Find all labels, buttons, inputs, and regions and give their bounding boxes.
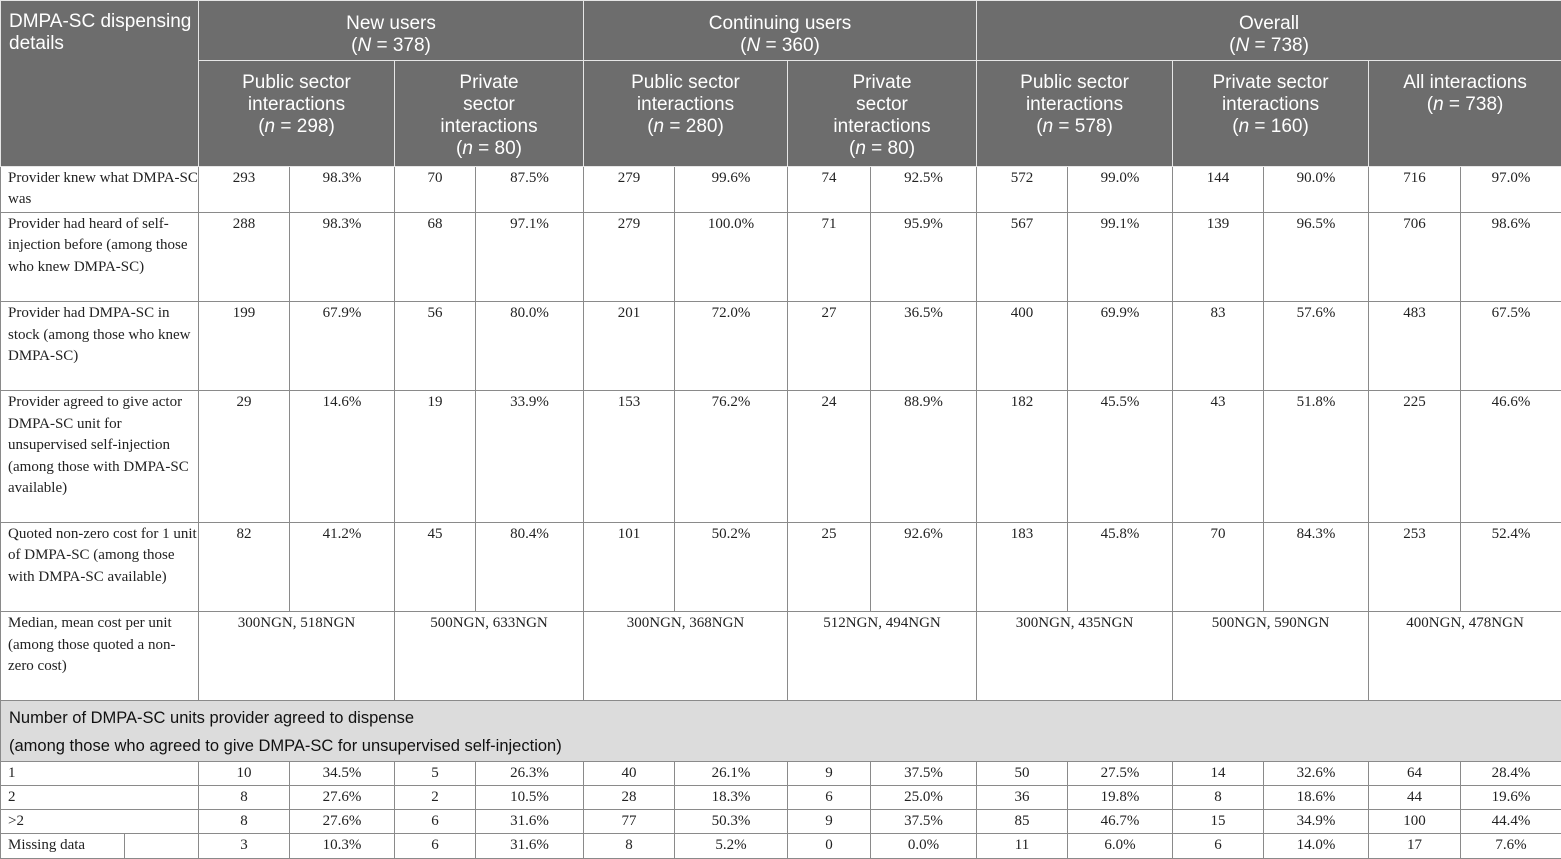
count-cell: 8 [199, 809, 290, 833]
cost-cell [977, 612, 1173, 701]
percent-cell: 67.9% [290, 302, 395, 391]
count-cell: 68 [395, 212, 476, 301]
percent-cell: 46.7% [1068, 809, 1173, 833]
percent-cell: 5.2% [675, 833, 788, 858]
count-cell: 43 [1173, 391, 1264, 522]
subgroup-title-line: Public sector [631, 72, 740, 94]
section-header-row [1, 701, 1561, 761]
count-cell: 706 [1369, 212, 1461, 301]
section-header [1, 701, 1561, 761]
subgroup-header [395, 61, 584, 166]
count-cell: 50 [977, 761, 1068, 785]
subgroup-n: (n = 80) [849, 138, 916, 160]
row-label: Missing data [1, 833, 125, 858]
subgroup-n: (n = 298) [258, 116, 335, 138]
row-label: Provider had heard of self-injection before (among those who knew DMPA-SC) [1, 212, 199, 301]
percent-cell: 84.3% [1264, 522, 1369, 611]
subgroup-title-line: All interactions [1403, 72, 1527, 94]
percent-cell: 45.8% [1068, 522, 1173, 611]
count-cell: 8 [1173, 785, 1264, 809]
count-cell: 8 [584, 833, 675, 858]
percent-cell: 98.3% [290, 212, 395, 301]
percent-cell: 100.0% [675, 212, 788, 301]
percent-cell: 19.6% [1461, 785, 1561, 809]
count-cell: 144 [1173, 166, 1264, 212]
section-header-line: (among those who agreed to give DMPA-SC for unsupervised self-injection) [9, 737, 562, 756]
count-cell: 225 [1369, 391, 1461, 522]
percent-cell: 45.5% [1068, 391, 1173, 522]
table-row [1, 391, 1561, 522]
empty-cell [125, 833, 199, 858]
count-cell: 3 [199, 833, 290, 858]
count-cell: 71 [788, 212, 871, 301]
percent-cell: 14.6% [290, 391, 395, 522]
header-row-subgroups [1, 61, 1561, 166]
subgroup-title-line: interactions [247, 94, 346, 116]
percent-cell: 67.5% [1461, 302, 1561, 391]
count-cell: 40 [584, 761, 675, 785]
count-cell: 9 [788, 761, 871, 785]
table-row [1, 166, 1561, 212]
percent-cell: 6.0% [1068, 833, 1173, 858]
count-cell: 25 [788, 522, 871, 611]
count-cell: 201 [584, 302, 675, 391]
cost-value: 300NGN, 518NGN [237, 615, 356, 632]
table-row [1, 302, 1561, 391]
subgroup-header [584, 61, 788, 166]
percent-cell: 26.3% [476, 761, 584, 785]
subgroup-title-line: interactions [833, 116, 931, 138]
subgroup-title-line: interactions [1221, 94, 1320, 116]
percent-cell: 37.5% [871, 809, 977, 833]
percent-cell: 76.2% [675, 391, 788, 522]
count-cell: 6 [395, 833, 476, 858]
count-cell: 8 [199, 785, 290, 809]
percent-cell: 97.1% [476, 212, 584, 301]
percent-cell: 36.5% [871, 302, 977, 391]
group-header-new-users [199, 1, 584, 61]
subgroup-title-line: Private sector [1212, 72, 1329, 94]
percent-cell: 57.6% [1264, 302, 1369, 391]
percent-cell: 98.6% [1461, 212, 1561, 301]
count-cell: 29 [199, 391, 290, 522]
percent-cell: 92.6% [871, 522, 977, 611]
count-cell: 19 [395, 391, 476, 522]
percent-cell: 69.9% [1068, 302, 1173, 391]
percent-cell: 33.9% [476, 391, 584, 522]
percent-cell: 98.3% [290, 166, 395, 212]
count-cell: 279 [584, 212, 675, 301]
group-title: New users [346, 13, 436, 34]
cost-cell [199, 612, 395, 701]
header-row-groups [1, 1, 1561, 61]
percent-cell: 18.3% [675, 785, 788, 809]
group-n: (N = 738) [1229, 35, 1309, 56]
subgroup-header [977, 61, 1173, 166]
count-cell: 100 [1369, 809, 1461, 833]
cost-cell [395, 612, 584, 701]
percent-cell: 44.4% [1461, 809, 1561, 833]
row-label: Provider agreed to give actor DMPA-SC unit for unsupervised self-injection (among those with DMPA-SC available) [1, 391, 199, 522]
count-cell: 64 [1369, 761, 1461, 785]
cost-cell [1369, 612, 1561, 701]
row-label-header: DMPA-SC dispensing details [1, 1, 199, 167]
percent-cell: 80.0% [476, 302, 584, 391]
count-cell: 44 [1369, 785, 1461, 809]
table-row [1, 809, 1561, 833]
percent-cell: 99.0% [1068, 166, 1173, 212]
count-cell: 5 [395, 761, 476, 785]
row-label: Provider knew what DMPA-SC was [1, 166, 199, 212]
percent-cell: 90.0% [1264, 166, 1369, 212]
count-cell: 28 [584, 785, 675, 809]
subgroup-n: (n = 80) [455, 138, 523, 160]
cost-cell [1173, 612, 1369, 701]
percent-cell: 72.0% [675, 302, 788, 391]
row-label: >2 [1, 809, 199, 833]
count-cell: 483 [1369, 302, 1461, 391]
count-cell: 10 [199, 761, 290, 785]
cost-value: 300NGN, 368NGN [626, 615, 745, 632]
group-title: Continuing users [708, 13, 852, 34]
cost-value: 512NGN, 494NGN [823, 615, 941, 632]
percent-cell: 34.9% [1264, 809, 1369, 833]
cost-row [1, 612, 1561, 701]
subgroup-n: (n = 738) [1426, 94, 1504, 116]
subgroup-title-line: Public sector [1020, 72, 1129, 94]
table-row [1, 833, 1561, 858]
count-cell: 17 [1369, 833, 1461, 858]
count-cell: 6 [1173, 833, 1264, 858]
row-label: 1 [1, 761, 199, 785]
percent-cell: 19.8% [1068, 785, 1173, 809]
row-label: Median, mean cost per unit (among those quoted a non-zero cost) [1, 612, 199, 701]
percent-cell: 28.4% [1461, 761, 1561, 785]
count-cell: 288 [199, 212, 290, 301]
count-cell: 101 [584, 522, 675, 611]
subgroup-title-line: Private [459, 72, 519, 94]
percent-cell: 10.3% [290, 833, 395, 858]
count-cell: 77 [584, 809, 675, 833]
subgroup-n: (n = 578) [1036, 116, 1113, 138]
percent-cell: 50.2% [675, 522, 788, 611]
percent-cell: 87.5% [476, 166, 584, 212]
subgroup-title-line: sector [463, 94, 515, 116]
percent-cell: 7.6% [1461, 833, 1561, 858]
count-cell: 716 [1369, 166, 1461, 212]
percent-cell: 10.5% [476, 785, 584, 809]
count-cell: 182 [977, 391, 1068, 522]
subgroup-n: (n = 160) [1232, 116, 1309, 138]
group-header-overall [977, 1, 1561, 61]
table-row [1, 522, 1561, 611]
subgroup-n: (n = 280) [647, 116, 724, 138]
percent-cell: 80.4% [476, 522, 584, 611]
count-cell: 253 [1369, 522, 1461, 611]
subgroup-title-line: sector [856, 94, 908, 116]
percent-cell: 50.3% [675, 809, 788, 833]
count-cell: 83 [1173, 302, 1264, 391]
count-cell: 6 [395, 809, 476, 833]
percent-cell: 41.2% [290, 522, 395, 611]
count-cell: 183 [977, 522, 1068, 611]
count-cell: 199 [199, 302, 290, 391]
cost-value: 500NGN, 590NGN [1211, 615, 1330, 632]
cost-value: 500NGN, 633NGN [430, 615, 548, 632]
cost-cell [788, 612, 977, 701]
percent-cell: 51.8% [1264, 391, 1369, 522]
percent-cell: 14.0% [1264, 833, 1369, 858]
row-label: 2 [1, 785, 199, 809]
count-cell: 279 [584, 166, 675, 212]
row-label: Quoted non-zero cost for 1 unit of DMPA-SC (among those with DMPA-SC available) [1, 522, 199, 611]
count-cell: 2 [395, 785, 476, 809]
count-cell: 153 [584, 391, 675, 522]
count-cell: 70 [395, 166, 476, 212]
count-cell: 293 [199, 166, 290, 212]
count-cell: 6 [788, 785, 871, 809]
group-n: (N = 360) [740, 35, 820, 56]
subgroup-title-line: interactions [1025, 94, 1124, 116]
percent-cell: 27.5% [1068, 761, 1173, 785]
count-cell: 400 [977, 302, 1068, 391]
percent-cell: 92.5% [871, 166, 977, 212]
percent-cell: 96.5% [1264, 212, 1369, 301]
count-cell: 70 [1173, 522, 1264, 611]
cost-cell [584, 612, 788, 701]
count-cell: 27 [788, 302, 871, 391]
percent-cell: 31.6% [476, 809, 584, 833]
subgroup-header [199, 61, 395, 166]
subgroup-title-line: Private [852, 72, 912, 94]
count-cell: 15 [1173, 809, 1264, 833]
percent-cell: 32.6% [1264, 761, 1369, 785]
percent-cell: 26.1% [675, 761, 788, 785]
table-body [1, 166, 1561, 858]
count-cell: 56 [395, 302, 476, 391]
table-row [1, 785, 1561, 809]
count-cell: 572 [977, 166, 1068, 212]
count-cell: 0 [788, 833, 871, 858]
group-title: Overall [1238, 13, 1300, 34]
percent-cell: 88.9% [871, 391, 977, 522]
percent-cell: 99.1% [1068, 212, 1173, 301]
subgroup-title-line: Public sector [242, 72, 351, 94]
percent-cell: 99.6% [675, 166, 788, 212]
row-label: Provider had DMPA-SC in stock (among those who knew DMPA-SC) [1, 302, 199, 391]
percent-cell: 25.0% [871, 785, 977, 809]
percent-cell: 97.0% [1461, 166, 1561, 212]
group-n: (N = 378) [351, 35, 431, 56]
subgroup-header [1369, 61, 1561, 166]
count-cell: 567 [977, 212, 1068, 301]
count-cell: 85 [977, 809, 1068, 833]
cost-value: 300NGN, 435NGN [1015, 615, 1134, 632]
subgroup-title-line: interactions [440, 116, 538, 138]
count-cell: 11 [977, 833, 1068, 858]
percent-cell: 27.6% [290, 809, 395, 833]
percent-cell: 37.5% [871, 761, 977, 785]
percent-cell: 95.9% [871, 212, 977, 301]
count-cell: 9 [788, 809, 871, 833]
table-row [1, 212, 1561, 301]
subgroup-title-line: interactions [636, 94, 735, 116]
count-cell: 139 [1173, 212, 1264, 301]
percent-cell: 46.6% [1461, 391, 1561, 522]
percent-cell: 18.6% [1264, 785, 1369, 809]
table-row [1, 761, 1561, 785]
percent-cell: 31.6% [476, 833, 584, 858]
subgroup-header [788, 61, 977, 166]
percent-cell: 52.4% [1461, 522, 1561, 611]
count-cell: 74 [788, 166, 871, 212]
count-cell: 14 [1173, 761, 1264, 785]
count-cell: 36 [977, 785, 1068, 809]
percent-cell: 0.0% [871, 833, 977, 858]
count-cell: 24 [788, 391, 871, 522]
percent-cell: 34.5% [290, 761, 395, 785]
subgroup-header [1173, 61, 1369, 166]
section-header-line: Number of DMPA-SC units provider agreed to dispense [9, 709, 415, 728]
cost-value: 400NGN, 478NGN [1406, 615, 1524, 632]
group-header-continuing-users [584, 1, 977, 61]
count-cell: 82 [199, 522, 290, 611]
percent-cell: 27.6% [290, 785, 395, 809]
count-cell: 45 [395, 522, 476, 611]
